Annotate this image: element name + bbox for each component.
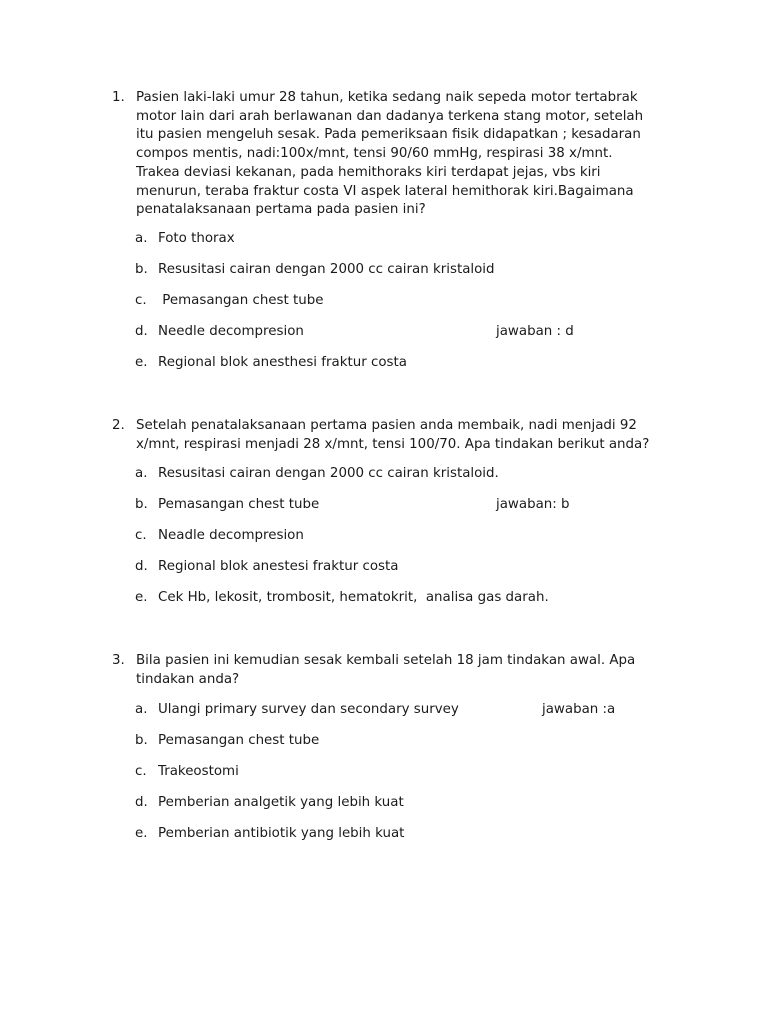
- option-1d: [0, 322, 768, 342]
- option-letter: b.: [135, 733, 148, 748]
- question-number: 3.: [112, 653, 125, 668]
- option-text: Pemasangan chest tube: [158, 497, 320, 512]
- question-number: 2.: [112, 418, 125, 433]
- option-1a: [0, 229, 768, 249]
- option-3d: [0, 793, 768, 813]
- option-letter: c.: [135, 528, 147, 543]
- option-1e: [0, 353, 768, 373]
- option-3c: [0, 762, 768, 782]
- question-line: tindakan anda?: [136, 671, 240, 687]
- question-text: [136, 417, 666, 454]
- option-letter: d.: [135, 324, 148, 339]
- option-text: Trakeostomi: [158, 764, 239, 779]
- option-text: Cek Hb, lekosit, trombosit, hematokrit, analisa gas darah.: [158, 590, 549, 605]
- option-text: Pemasangan chest tube: [158, 293, 324, 308]
- option-letter: a.: [135, 702, 148, 717]
- option-text: Foto thorax: [158, 231, 235, 246]
- option-2e: [0, 588, 768, 608]
- option-text: Regional blok anesthesi fraktur costa: [158, 355, 407, 370]
- question-text: [136, 89, 666, 220]
- option-2b: [0, 495, 768, 515]
- answer-key: jawaban: b: [496, 497, 570, 512]
- option-text: Resusitasi cairan dengan 2000 cc cairan kristaloid.: [158, 466, 499, 481]
- option-3b: [0, 731, 768, 751]
- option-text: Neadle decompresion: [158, 528, 304, 543]
- option-letter: d.: [135, 559, 148, 574]
- question-line: compos mentis, nadi:100x/mnt, tensi 90/60 mmHg, respirasi 38 x/mnt.: [136, 146, 613, 162]
- answer-key: jawaban : d: [496, 324, 574, 339]
- option-text: Ulangi primary survey dan secondary survey: [158, 702, 459, 717]
- option-3e: [0, 824, 768, 844]
- question-line: itu pasien mengeluh sesak. Pada pemeriksaan fisik didapatkan ; kesadaran: [136, 127, 641, 143]
- option-letter: b.: [135, 262, 148, 277]
- answer-key: jawaban :a: [542, 702, 616, 717]
- option-letter: d.: [135, 795, 148, 810]
- option-2a: [0, 464, 768, 484]
- option-2c: [0, 526, 768, 546]
- option-text: Resusitasi cairan dengan 2000 cc cairan kristaloid: [158, 262, 495, 277]
- option-text: Needle decompresion: [158, 324, 304, 339]
- option-text: Regional blok anestesi fraktur costa: [158, 559, 399, 574]
- option-letter: e.: [135, 826, 148, 841]
- option-letter: e.: [135, 355, 148, 370]
- option-1b: [0, 260, 768, 280]
- option-text: Pemberian antibiotik yang lebih kuat: [158, 826, 405, 841]
- question-line: motor lain dari arah berlawanan dan dadanya terkena stang motor, setelah: [136, 108, 644, 124]
- option-2d: [0, 557, 768, 577]
- question-line: Pasien laki-laki umur 28 tahun, ketika sedang naik sepeda motor tertabrak: [136, 90, 638, 105]
- question-line: x/mnt, respirasi menjadi 28 x/mnt, tensi 100/70. Apa tindakan berikut anda?: [136, 436, 650, 452]
- option-letter: a.: [135, 466, 148, 481]
- option-letter: c.: [135, 764, 147, 779]
- option-3a: [0, 700, 768, 720]
- option-letter: c.: [135, 293, 147, 308]
- question-text: [136, 652, 666, 689]
- question-line: Setelah penatalaksanaan pertama pasien anda membaik, nadi menjadi 92: [136, 418, 637, 433]
- option-letter: b.: [135, 497, 148, 512]
- option-letter: e.: [135, 590, 148, 605]
- question-line: menurun, teraba fraktur costa VI aspek lateral hemithorak kiri.Bagaimana: [136, 183, 634, 199]
- question-number: 1.: [112, 90, 125, 105]
- question-line: Trakea deviasi kekanan, pada hemithoraks kiri terdapat jejas, vbs kiri: [136, 164, 601, 180]
- option-letter: a.: [135, 231, 148, 246]
- option-text: Pemasangan chest tube: [158, 733, 320, 748]
- question-line: Bila pasien ini kemudian sesak kembali setelah 18 jam tindakan awal. Apa: [136, 653, 636, 668]
- option-1c: [0, 291, 768, 311]
- question-line: penatalaksanaan pertama pada pasien ini?: [136, 202, 426, 218]
- option-text: Pemberian analgetik yang lebih kuat: [158, 795, 404, 810]
